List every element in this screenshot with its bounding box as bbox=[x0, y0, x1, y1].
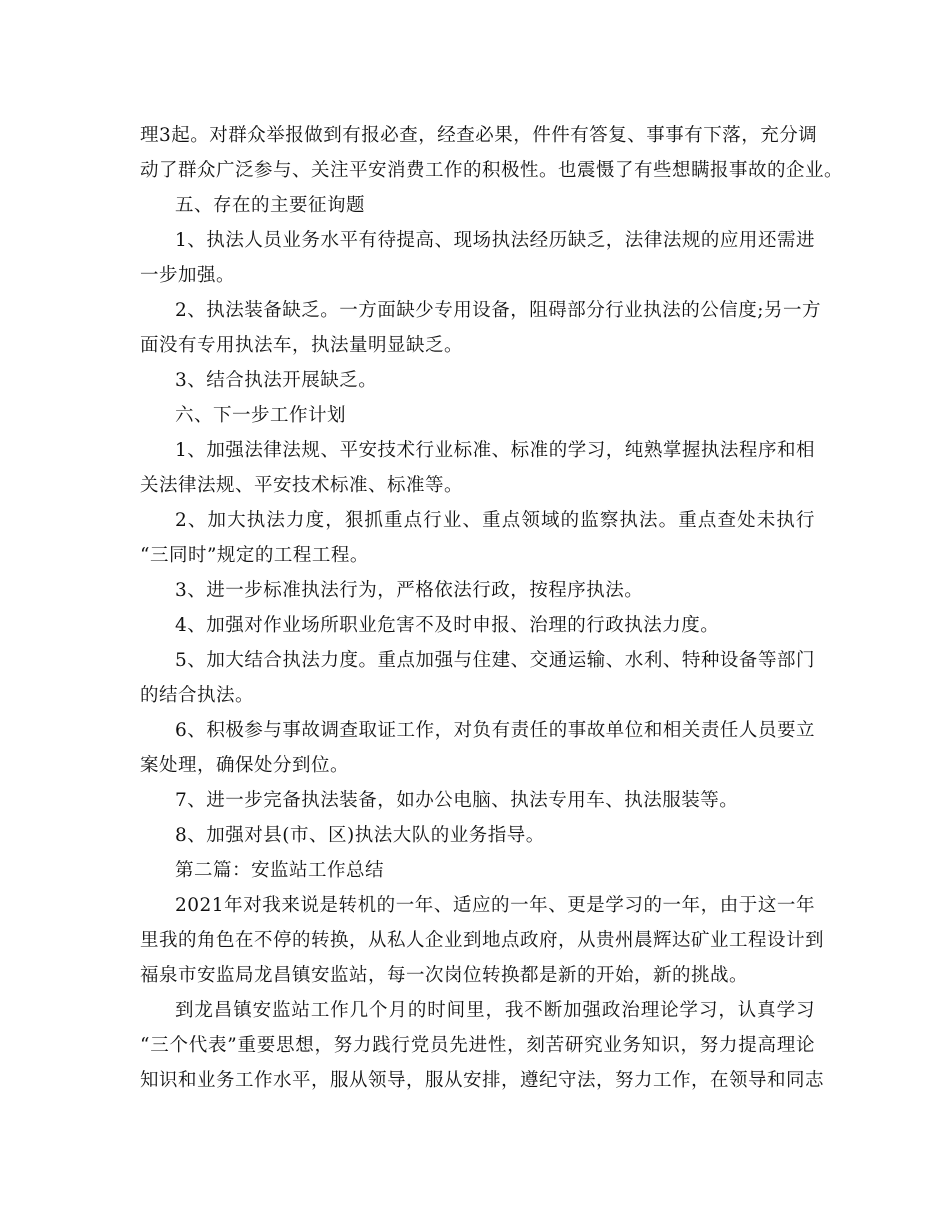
text-line: 面没有专用执法车，执法量明显缺乏。 bbox=[140, 335, 464, 356]
text-line: 7、进一步完备执法装备，如办公电脑、执法专用车、执法服装等。 bbox=[175, 790, 739, 811]
text-line: 3、进一步标准执法行为，严格依法行政，按程序执法。 bbox=[175, 580, 644, 601]
text-line: 8、加强对县(市、区)执法大队的业务指导。 bbox=[175, 825, 545, 846]
text-line: 的结合执法。 bbox=[140, 685, 255, 706]
section-heading: 五、存在的主要征询题 bbox=[175, 195, 366, 216]
text-line: 1、加强法律法规、平安技术行业标准、标准的学习，纯熟掌握执法程序和相 bbox=[175, 440, 815, 461]
text-line: 到龙昌镇安监站工作几个月的时间里，我不断加强政治理论学习，认真学习 bbox=[175, 1000, 815, 1021]
section-heading: 六、下一步工作计划 bbox=[175, 405, 347, 426]
text-line: “三个代表”重要思想，努力践行党员先进性，刻苦研究业务知识，努力提高理论 bbox=[140, 1035, 815, 1056]
text-line: 案处理，确保处分到位。 bbox=[140, 755, 350, 776]
text-line: 5、加大结合执法力度。重点加强与住建、交通运输、水利、特种设备等部门 bbox=[175, 650, 815, 671]
chapter-title: 第二篇：安监站工作总结 bbox=[175, 860, 385, 881]
text-line: “三同时”规定的工程工程。 bbox=[140, 545, 369, 566]
document-body bbox=[140, 118, 844, 1098]
text-line: 一步加强。 bbox=[140, 265, 236, 286]
text-line: 福泉市安监局龙昌镇安监站，每一次岗位转换都是新的开始，新的挑战。 bbox=[140, 965, 749, 986]
text-line: 3、结合执法开展缺乏。 bbox=[175, 370, 378, 391]
text-line: 2、加大执法力度，狠抓重点行业、重点领域的监察执法。重点查处未执行 bbox=[175, 510, 815, 531]
text-line: 1、执法人员业务水平有待提高、现场执法经历缺乏，法律法规的应用还需进 bbox=[175, 230, 815, 251]
text-line: 动了群众广泛参与、关注平安消费工作的积极性。也震慑了有些想瞒报事故的企业。 bbox=[140, 160, 844, 181]
text-line: 2、执法装备缺乏。一方面缺少专用设备，阻碍部分行业执法的公信度;另一方 bbox=[175, 300, 822, 321]
text-line: 2021年对我来说是转机的一年、适应的一年、更是学习的一年，由于这一年 bbox=[175, 895, 815, 916]
text-line: 知识和业务工作水平，服从领导，服从安排，遵纪守法，努力工作，在领导和同志 bbox=[140, 1070, 825, 1091]
text-line: 6、积极参与事故调查取证工作，对负有责任的事故单位和相关责任人员要立 bbox=[175, 720, 815, 741]
text-line: 理3起。对群众举报做到有报必查，经查必果，件件有答复、事事有下落，充分调 bbox=[140, 125, 818, 146]
text-line: 里我的角色在不停的转换，从私人企业到地点政府，从贵州晨辉达矿业工程设计到 bbox=[140, 930, 825, 951]
text-line: 4、加强对作业场所职业危害不及时申报、治理的行政执法力度。 bbox=[175, 615, 720, 636]
text-line: 关法律法规、平安技术标准、标准等。 bbox=[140, 475, 464, 496]
